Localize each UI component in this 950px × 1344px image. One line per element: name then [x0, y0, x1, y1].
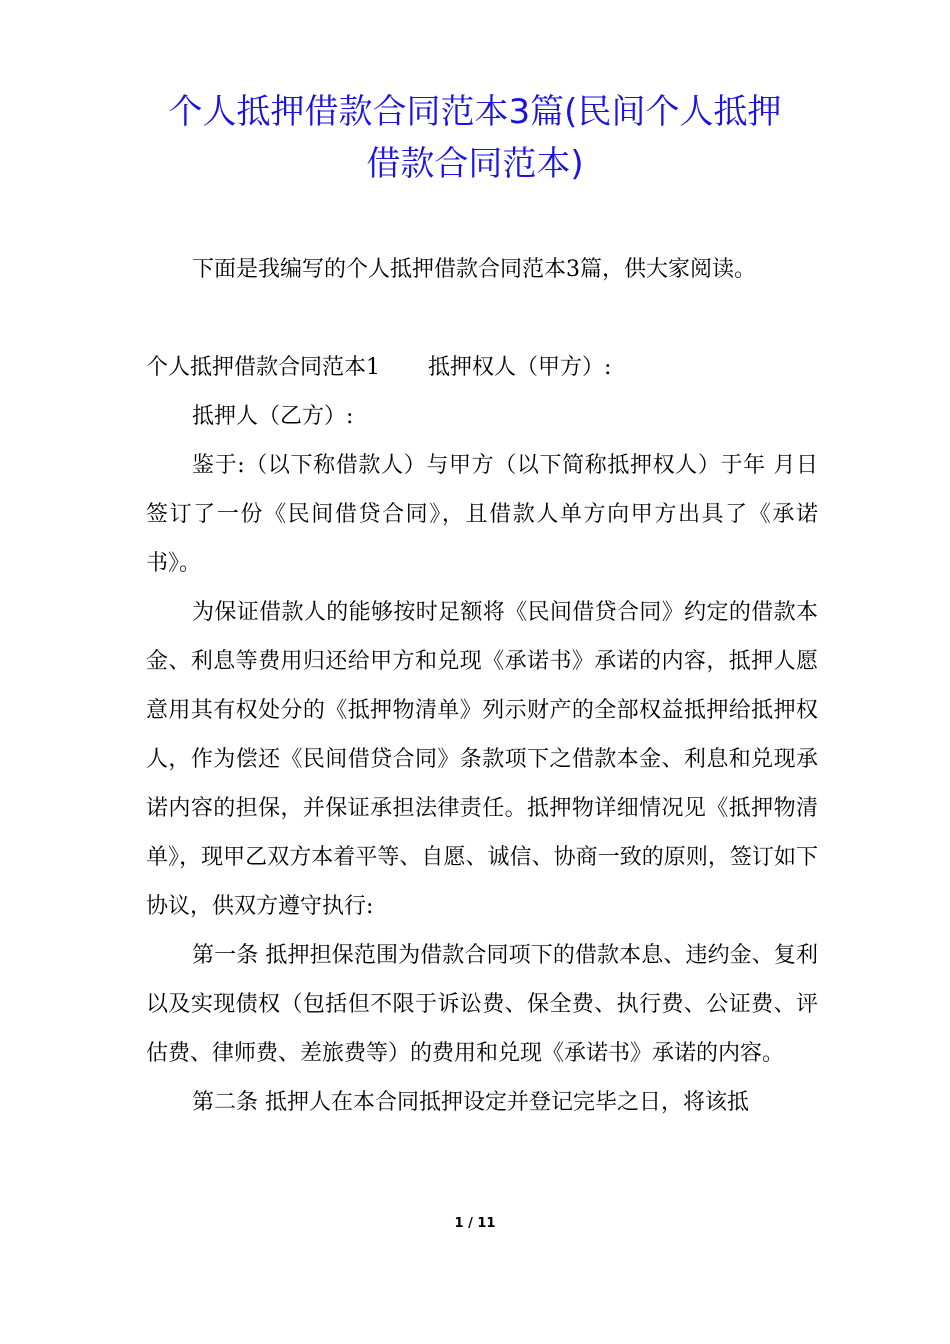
paragraph-article-2: 第二条 抵押人在本合同抵押设定并登记完毕之日，将该抵 — [192, 1090, 749, 1115]
intro-paragraph: 下面是我编写的个人抵押借款合同范本3篇，供大家阅读。 — [192, 257, 756, 282]
paragraph-recital: 鉴于:（以下称借款人）与甲方（以下简称抵押权人）于年 月日签订了一份《民间借贷合同》，且借款人单方向甲方出具了《承诺书》。 — [146, 453, 818, 576]
party-b-label: 抵押人（乙方）: — [192, 404, 354, 429]
paragraph-purpose: 为保证借款人的能够按时足额将《民间借贷合同》约定的借款本金、利息等费用归还给甲方和兑现《承诺书》承诺的内容，抵押人愿意用其有权处分的《抵押物清单》列示财产的全部权益抵押给抵押权人，作为偿还《民间借贷合同》条款项下之借款本金、利息和兑现承诺内容的担保，并保证承担法律责任。抵押物详细情况见《抵押物清单》，现甲乙双方本着平等、自愿、诚信、协商一致的原则，签订如下协议，供双方遵守执行: — [146, 600, 818, 919]
title-line-1: 个人抵押借款合同范本3篇(民间个人抵押 — [168, 92, 782, 132]
paragraph-article-1: 第一条 抵押担保范围为借款合同项下的借款本息、违约金、复利以及实现债权（包括但不限于诉讼费、保全费、执行费、公证费、评估费、律师费、差旅费等）的费用和兑现《承诺书》承诺的内容。 — [146, 943, 818, 1066]
page-number: 1 / 11 — [454, 1216, 496, 1231]
party-a-label: 抵押权人（甲方）: — [428, 355, 612, 380]
document-body — [146, 245, 818, 1127]
section-1-heading: 个人抵押借款合同范本1 — [146, 355, 380, 380]
document-title — [120, 86, 830, 190]
title-line-2: 借款合同范本) — [366, 144, 584, 184]
section-1-header-line — [146, 343, 818, 392]
